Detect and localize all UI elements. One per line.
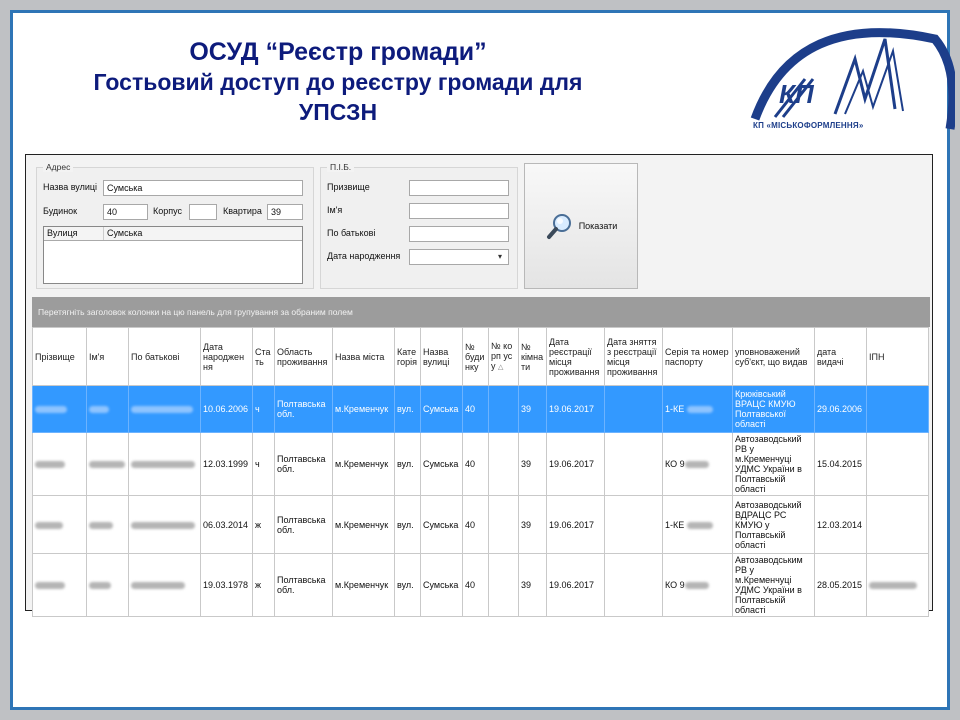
col-region[interactable]: Область проживання (275, 328, 333, 386)
person-group (320, 162, 518, 289)
passport-prefix: КО 9 (665, 459, 685, 469)
cell-room: 39 (519, 554, 547, 617)
cell-street: Сумська (421, 496, 463, 554)
cell-ipn (867, 496, 929, 554)
cell-unreg-date (605, 554, 663, 617)
cell-ipn (867, 554, 929, 617)
cell-surname (33, 496, 87, 554)
col-birthdate[interactable]: Дата народжен ня (201, 328, 253, 386)
redacted-text (869, 582, 917, 589)
results-table (32, 327, 929, 617)
col-building[interactable]: № буди нку (463, 328, 489, 386)
col-issue-date[interactable]: дата видачі (815, 328, 867, 386)
col-patronymic[interactable]: По батькові (129, 328, 201, 386)
cell-passport (663, 386, 733, 433)
redacted-text (89, 406, 109, 413)
birthdate-label: Дата народження (327, 251, 401, 261)
redacted-text (35, 406, 67, 413)
redacted-text (35, 582, 65, 589)
street-list-header (44, 227, 302, 241)
street-input[interactable]: Сумська (103, 180, 303, 196)
passport-prefix: 1-КЕ (665, 404, 685, 414)
birthdate-select[interactable] (409, 249, 509, 265)
cell-ipn (867, 433, 929, 496)
cell-sex: ч (253, 433, 275, 496)
cell-passport (663, 554, 733, 617)
apartment-input[interactable]: 39 (267, 204, 303, 220)
title-line-2: Гостьовий доступ до реєстру громади для (93, 69, 583, 95)
patronymic-label: По батькові (327, 228, 376, 238)
cell-room: 39 (519, 386, 547, 433)
registry-app-window (25, 154, 933, 615)
cell-category: вул. (395, 554, 421, 617)
passport-prefix: 1-КЕ (665, 519, 685, 530)
cell-region: Полтавська обл. (275, 496, 333, 554)
cell-corpus (489, 386, 519, 433)
cell-sex: ж (253, 496, 275, 554)
cell-name (87, 496, 129, 554)
street-label: Назва вулиці (43, 182, 98, 192)
table-row[interactable] (33, 433, 929, 496)
slide-title (43, 37, 633, 127)
redacted-text (35, 461, 65, 468)
col-street[interactable]: Назва вулиці (421, 328, 463, 386)
cell-room: 39 (519, 433, 547, 496)
passport-prefix: КО 9 (665, 580, 685, 590)
cell-street: Сумська (421, 433, 463, 496)
cell-corpus (489, 554, 519, 617)
cell-issue-date: 28.05.2015 (815, 554, 867, 617)
redacted-text (131, 582, 185, 589)
cell-city: м.Кременчук (333, 433, 395, 496)
redacted-text (131, 522, 195, 529)
cell-birthdate: 10.06.2006 (201, 386, 253, 433)
cell-surname (33, 554, 87, 617)
street-list[interactable] (43, 226, 303, 284)
cell-unreg-date (605, 386, 663, 433)
cell-issue-date: 12.03.2014 (815, 496, 867, 554)
cell-passport (663, 496, 733, 554)
redacted-text (131, 461, 195, 468)
col-city[interactable]: Назва міста (333, 328, 395, 386)
name-input[interactable] (409, 203, 509, 219)
cell-category: вул. (395, 433, 421, 496)
cell-name (87, 433, 129, 496)
cell-street: Сумська (421, 386, 463, 433)
cell-city: м.Кременчук (333, 386, 395, 433)
redacted-text (89, 582, 111, 589)
cell-issuer: Автозаводський РВ у м.Кременчуці УДМС України в Полтавській області (733, 433, 815, 496)
cell-patronymic (129, 496, 201, 554)
sort-ascending-icon: △ (498, 363, 504, 371)
cell-issuer: Крюківський ВРАЦС КМУЮ Полтавської області (733, 386, 815, 433)
cell-reg-date: 19.06.2017 (547, 386, 605, 433)
cell-building: 40 (463, 386, 489, 433)
redacted-text (89, 522, 113, 529)
cell-region: Полтавська обл. (275, 433, 333, 496)
cell-passport (663, 433, 733, 496)
redacted-text (687, 522, 713, 529)
redacted-text (685, 461, 709, 468)
cell-issue-date: 15.04.2015 (815, 433, 867, 496)
col-reg-date[interactable]: Дата реєстрації місця проживання (547, 328, 605, 386)
title-line-1: ОСУД “Реєстр громади” (189, 38, 487, 66)
redacted-text (685, 582, 709, 589)
surname-label: Призвище (327, 182, 370, 192)
cell-reg-date: 19.06.2017 (547, 554, 605, 617)
cell-patronymic (129, 554, 201, 617)
table-row[interactable] (33, 554, 929, 617)
group-by-panel[interactable]: Перетягніть заголовок колонки на цю панель для групування за обраним полем (32, 297, 930, 327)
cell-surname (33, 433, 87, 496)
redacted-text (687, 406, 713, 413)
cell-name (87, 386, 129, 433)
name-label: Ім'я (327, 205, 343, 215)
col-sex[interactable]: Ста ть (253, 328, 275, 386)
street-list-col2: Сумська (107, 228, 143, 238)
title-line-3: УПСЗН (298, 99, 378, 125)
cell-corpus (489, 433, 519, 496)
cell-city: м.Кременчук (333, 554, 395, 617)
cell-birthdate: 06.03.2014 (201, 496, 253, 554)
col-unreg-date[interactable]: Дата зняття з реєстрації місця проживання (605, 328, 663, 386)
building-input[interactable]: 40 (103, 204, 148, 220)
col-room[interactable]: № кімна ти (519, 328, 547, 386)
logo-caption: КП «МІСЬКОФОРМЛЕННЯ» (753, 121, 864, 130)
search-icon (545, 211, 575, 241)
surname-input[interactable] (409, 180, 509, 196)
cell-room: 39 (519, 496, 547, 554)
cell-reg-date: 19.06.2017 (547, 496, 605, 554)
cell-birthdate: 12.03.1999 (201, 433, 253, 496)
col-corpus[interactable] (489, 328, 519, 386)
col-name[interactable]: Ім'я (87, 328, 129, 386)
cell-issuer: Автозаводським РВ у м.Кременчуці УДМС України в Полтавській області (733, 554, 815, 617)
cell-name (87, 554, 129, 617)
address-legend: Адрес (43, 162, 73, 172)
cell-unreg-date (605, 433, 663, 496)
address-group (36, 162, 314, 289)
person-legend: П.І.Б. (327, 162, 354, 172)
cell-category: вул. (395, 496, 421, 554)
cell-street: Сумська (421, 554, 463, 617)
logo-letters: КП (779, 79, 814, 109)
table-row[interactable] (33, 386, 929, 433)
col-ipn[interactable]: ІПН (867, 328, 929, 386)
redacted-text (35, 522, 63, 529)
cell-building: 40 (463, 433, 489, 496)
col-surname[interactable]: Прізвище (33, 328, 87, 386)
table-header-row (33, 328, 929, 386)
cell-issue-date: 29.06.2006 (815, 386, 867, 433)
cell-sex: ж (253, 554, 275, 617)
corpus-label: Корпус (153, 206, 183, 216)
cell-ipn (867, 386, 929, 433)
show-button[interactable] (524, 163, 638, 289)
cell-reg-date: 19.06.2017 (547, 433, 605, 496)
company-logo (735, 19, 955, 137)
cell-region: Полтавська обл. (275, 386, 333, 433)
cell-city: м.Кременчук (333, 496, 395, 554)
cell-birthdate: 19.03.1978 (201, 554, 253, 617)
cell-category: вул. (395, 386, 421, 433)
redacted-text (89, 461, 125, 468)
corpus-input[interactable] (189, 204, 217, 220)
cell-corpus (489, 496, 519, 554)
chevron-down-icon: ▾ (498, 252, 503, 261)
cell-unreg-date (605, 496, 663, 554)
col-corpus-label: № ко рп ус у (491, 340, 513, 371)
cell-region: Полтавська обл. (275, 554, 333, 617)
show-button-label: Показати (578, 221, 618, 231)
table-row[interactable] (33, 496, 929, 554)
cell-surname (33, 386, 87, 433)
cell-patronymic (129, 433, 201, 496)
patronymic-input[interactable] (409, 226, 509, 242)
street-list-col1: Вулиця (44, 227, 104, 240)
building-label: Будинок (43, 206, 78, 216)
cell-building: 40 (463, 496, 489, 554)
redacted-text (131, 406, 193, 413)
cell-patronymic (129, 386, 201, 433)
cell-sex: ч (253, 386, 275, 433)
col-category[interactable]: Кате горія (395, 328, 421, 386)
col-passport[interactable]: Серія та номер паспорту (663, 328, 733, 386)
col-issuer[interactable]: уповноважений суб'єкт, що видав (733, 328, 815, 386)
cell-building: 40 (463, 554, 489, 617)
apartment-label: Квартира (223, 206, 262, 216)
cell-issuer: Автозаводський ВДРАЦС РС КМУЮ у Полтавській області (733, 496, 815, 554)
